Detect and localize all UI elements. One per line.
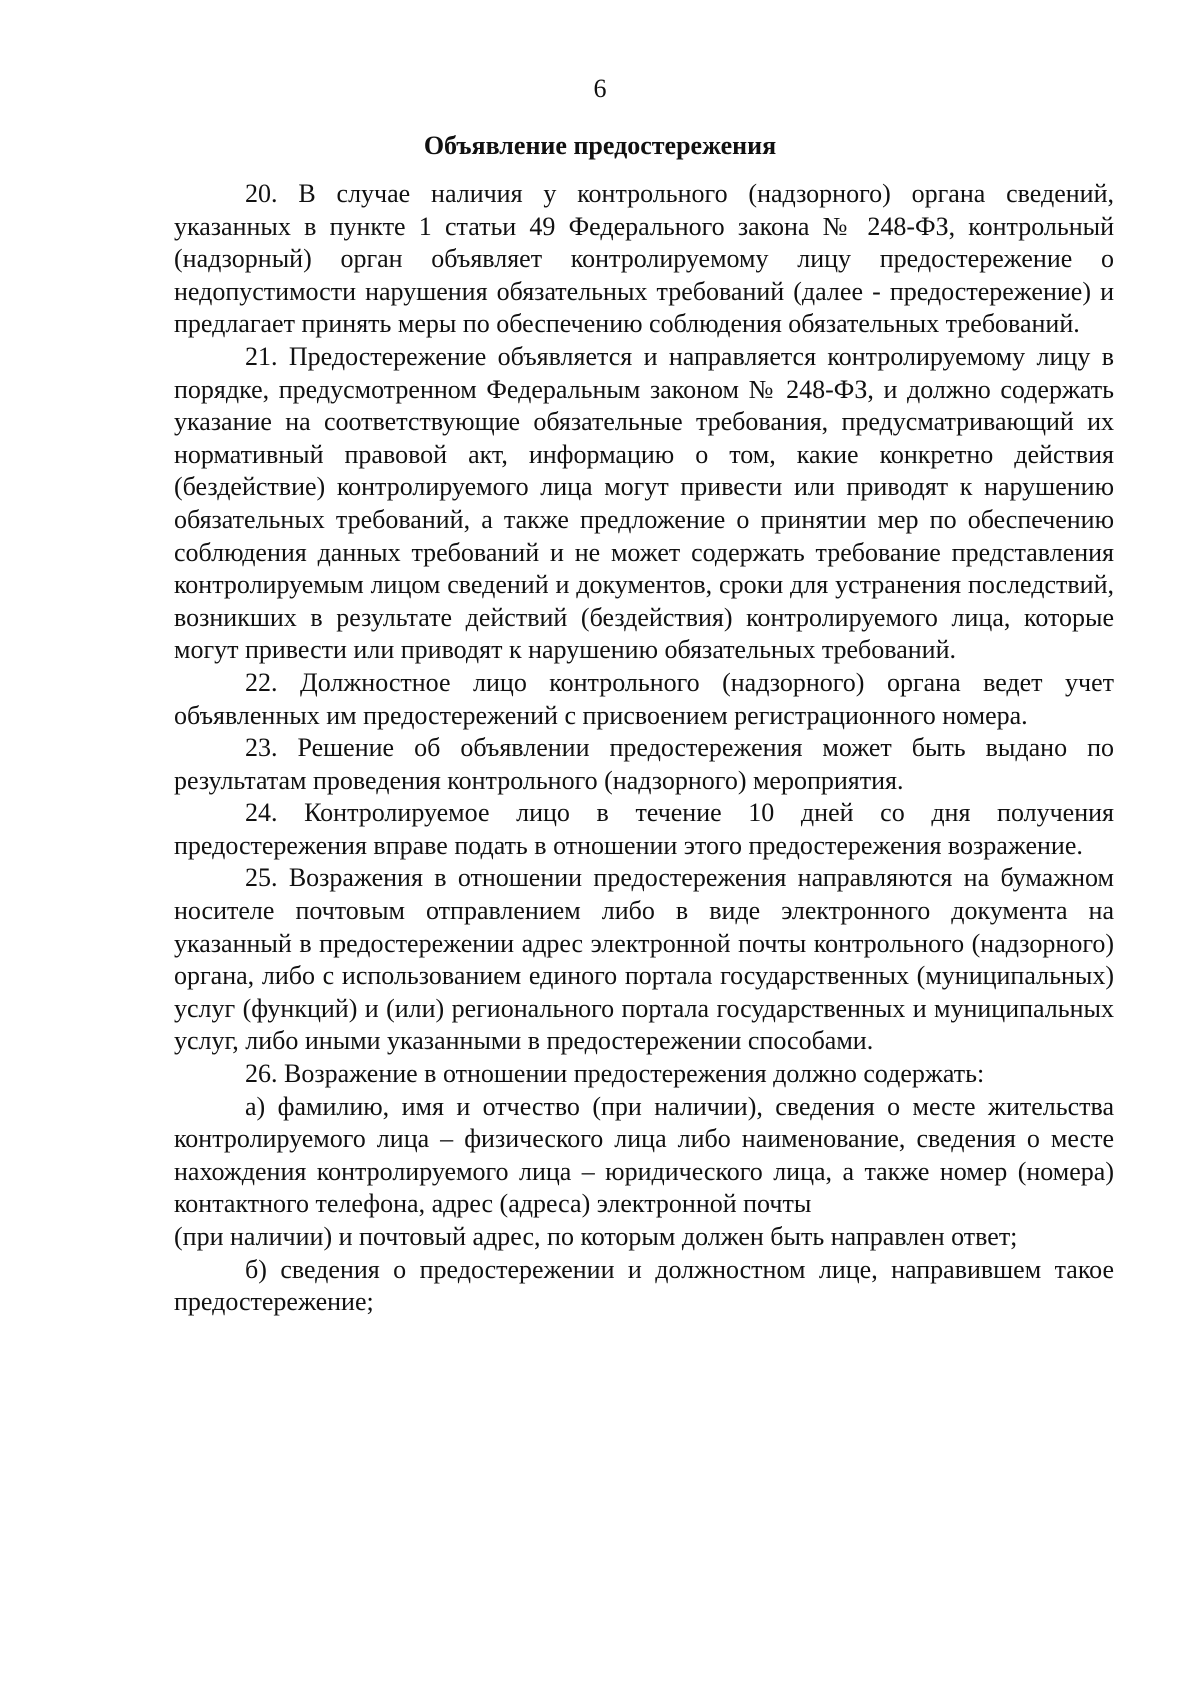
section-title: Объявление предостережения	[423, 131, 777, 160]
paragraph-23: 23. Решение об объявлении предостережения может быть выдано по результатам проведения контрольного (надзорного) мероприятия.	[174, 733, 1114, 795]
paragraph-24: 24. Контролируемое лицо в течение 10 дней со дня получения предостережения вправе подать в отношении этого предостережения возражение.	[174, 798, 1114, 860]
paragraph-26-item-b: б) сведения о предостережении и должностном лице, направившем такое предостережение;	[174, 1254, 1114, 1317]
paragraph-22: 22. Должностное лицо контрольного (надзорного) органа ведет учет объявленных им предостережений с присвоением регистрационного номера.	[174, 667, 1114, 730]
document-body	[174, 178, 1114, 1319]
paragraph-26: 26. Возражение в отношении предостережения должно содержать:	[245, 1059, 985, 1089]
paragraph-21: 21. Предостережение объявляется и направляется контролируемому лицу в порядке, предусмотренном Федеральным законом № 248-ФЗ, и должно содержать указание на соответствующие обязательные требования, предусматривающий их нормативный правовой акт, информацию о том, какие конкретно действия (бездействие) контролируемого лица могут привести или приводят к нарушению обязательных требований, а также предложение о принятии мер по обеспечению соблюдения данных требований и не может содержать требование представления контролируемым лицом сведений и документов, сроки для устранения последствий, возникших в результате действий (бездействия) контролируемого лица, которые могут привести или приводят к нарушению обязательных требований.	[174, 341, 1114, 665]
paragraph-26-item-a-continuation: (при наличии) и почтовый адрес, по которым должен быть направлен ответ;	[174, 1222, 1018, 1251]
page-number: 6	[593, 74, 607, 103]
paragraph-26-item-a: а) фамилию, имя и отчество (при наличии), сведения о месте жительства контролируемого лица – физического лица либо наименование, сведения о месте нахождения контролируемого лица – юридического лица, а также номер (номера) контактного телефона, адрес (адреса) электронной почты	[174, 1091, 1114, 1219]
paragraph-20: 20. В случае наличия у контрольного (надзорного) органа сведений, указанных в пункте 1 статьи 49 Федерального закона № 248-ФЗ, контрольный (надзорный) орган объявляет контролируемому лицу предостережение о недопустимости нарушения обязательных требований (далее - предостережение) и предлагает принять меры по обеспечению соблюдения обязательных требований.	[174, 179, 1114, 339]
paragraph-25: 25. Возражения в отношении предостережения направляются на бумажном носителе почтовым отправлением либо в виде электронного документа на указанный в предостережении адрес электронной почты контрольного (надзорного) органа, либо с использованием единого портала государственных (муниципальных) услуг (функций) и (или) регионального портала государственных и муниципальных услуг, либо иными указанными в предостережении способами.	[174, 863, 1114, 1056]
